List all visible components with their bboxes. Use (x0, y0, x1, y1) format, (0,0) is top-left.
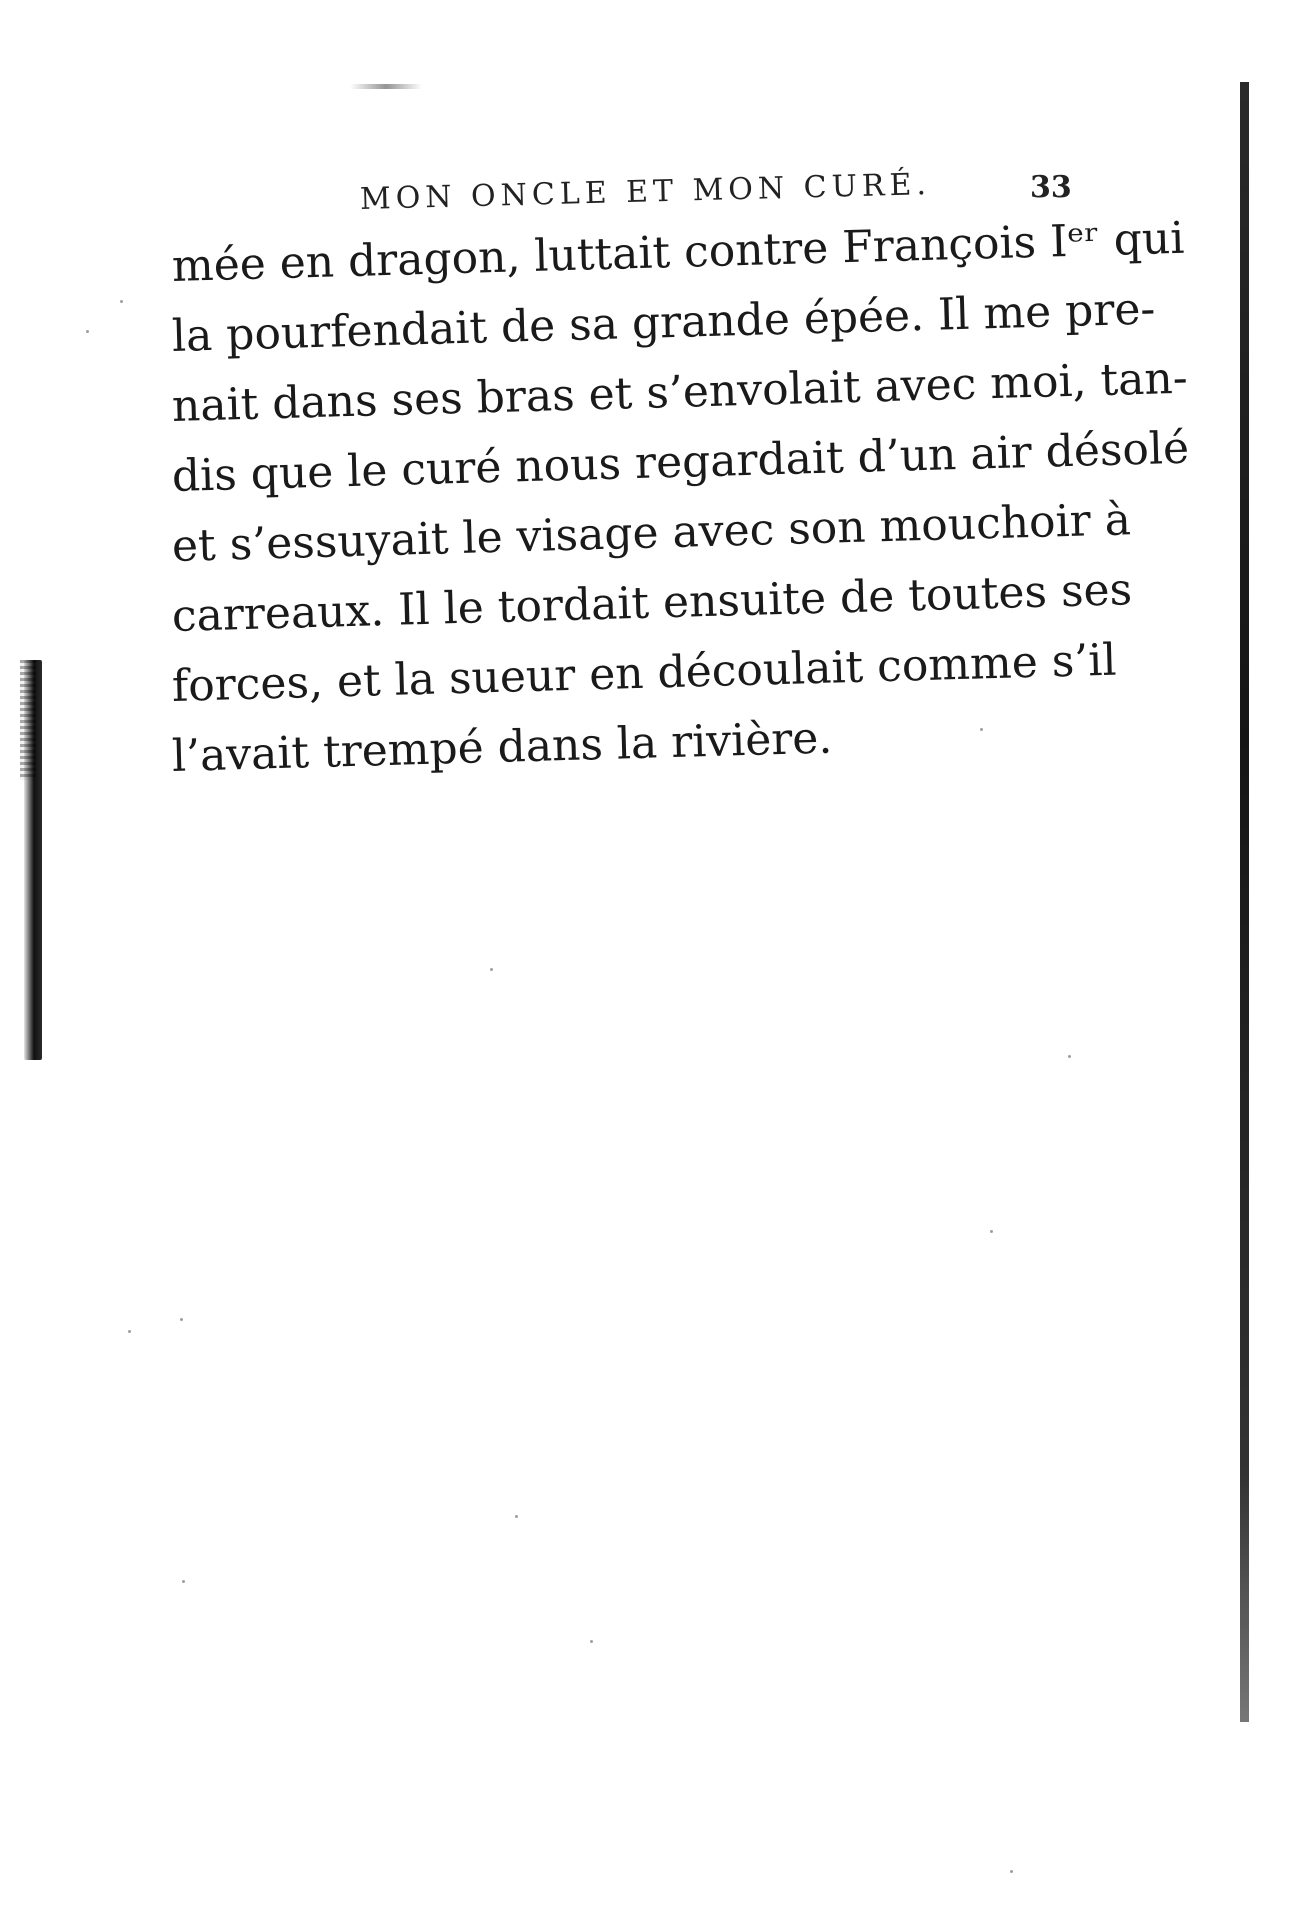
page-edge-shadow-right (1240, 82, 1249, 1722)
text-line-6: carreaux. Il le tordait ensuite de toutes ses (171, 564, 1133, 642)
scan-noise (20, 660, 36, 780)
scan-speck (120, 300, 123, 303)
scan-speck (980, 728, 983, 731)
text-line-8: l’avait trempé dans la rivière. (171, 712, 833, 782)
text-line-2: la pourfendait de sa grande épée. Il me pre- (171, 283, 1156, 362)
ink-smudge (350, 84, 422, 89)
scan-speck (490, 968, 493, 971)
text-line-1: mée en dragon, luttait contre François Iᵉʳ qui (171, 212, 1185, 292)
text-line-3: nait dans ses bras et s’envolait avec moi, tan- (171, 352, 1189, 432)
body-text (171, 212, 1190, 792)
scan-speck (182, 1580, 185, 1583)
text-line-5: et s’essuyait le visage avec son mouchoir à (171, 494, 1132, 572)
text-line-7: forces, et la sueur en découlait comme s’il (171, 634, 1118, 712)
scan-speck (1068, 1055, 1071, 1058)
scan-speck (515, 1515, 518, 1518)
scan-speck (1010, 1870, 1013, 1873)
scan-speck (590, 1640, 593, 1643)
scan-speck (180, 1318, 183, 1321)
running-title: MON ONCLE ET MON CURÉ. (359, 167, 932, 217)
page-number: 33 (1030, 170, 1072, 205)
scan-speck (86, 330, 89, 333)
scan-speck (990, 1230, 993, 1233)
scan-speck (128, 1330, 131, 1333)
text-line-4: dis que le curé nous regardait d’un air désolé (171, 422, 1190, 502)
